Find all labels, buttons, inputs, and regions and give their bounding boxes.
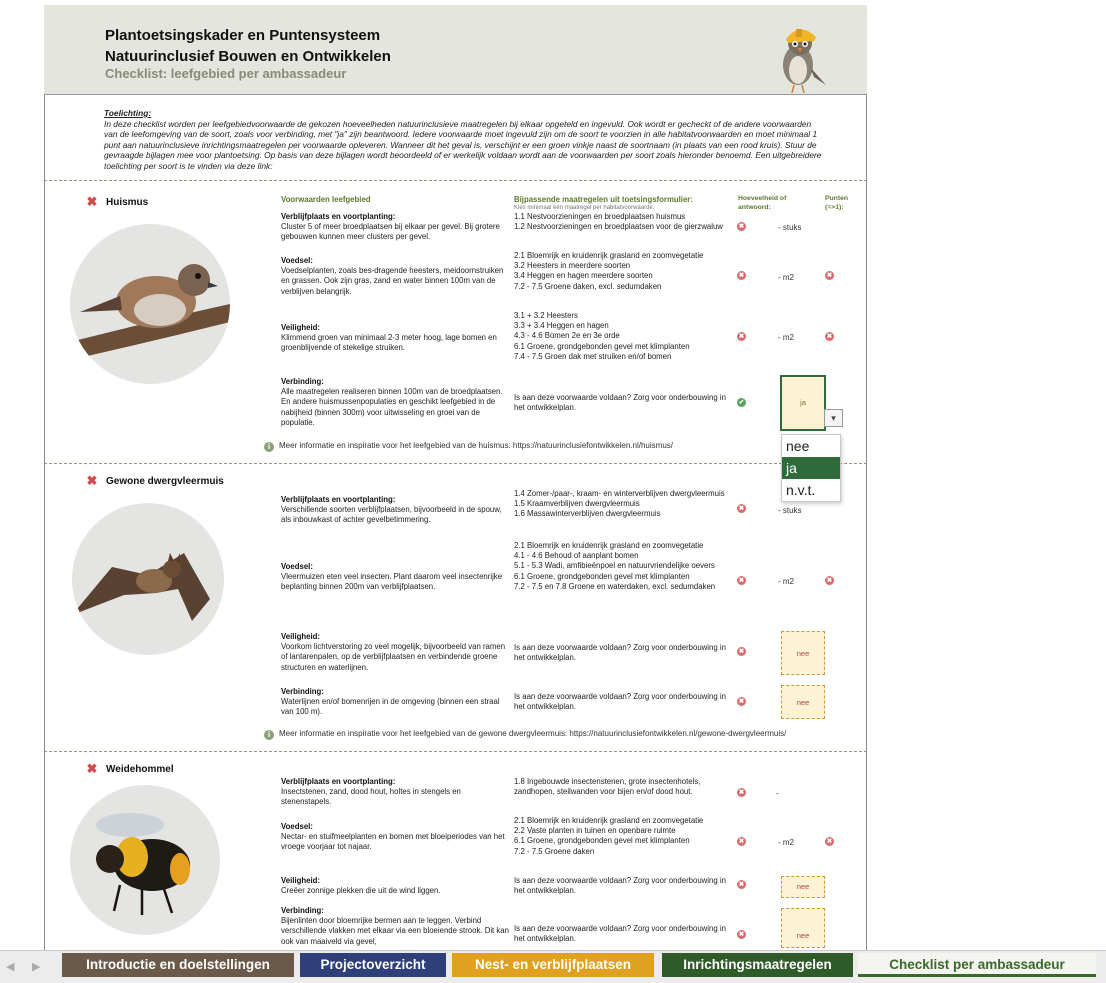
condition-title: Voedsel: (281, 562, 313, 571)
tab-introductie[interactable]: Introductie en doelstellingen (62, 953, 294, 977)
status-cross-icon: ✖ (738, 698, 745, 705)
status-cross-icon: ✖ (738, 931, 745, 938)
condition-title: Veiligheid: (281, 876, 320, 885)
condition-text: Insectstenen, zand, dood hout, holtes in stengels en stenenstapels. (281, 787, 461, 807)
status-cross-icon: ✖ (738, 333, 745, 340)
measures-veiligheid: Is aan deze voorwaarde voldaan? Zorg voor onderbouwing in het ontwikkelplan. (514, 643, 726, 663)
col-header-measures-sub: Kies minimaal één maatregel per habitatvoorwaarde. (514, 205, 655, 211)
condition-text: Alle maatregelen realiseren binnen 100m van de broedplaatsen. En andere huismussenpopulaties en geschikt leefgebied in de nabijheid (binnen 300m) voor uitwisseling en groei van de populatie. (281, 387, 503, 427)
condition-text: Vleermuizen eten veel insecten. Plant daarom veel insectenrijke beplanting binnen 200m van verblijfplaatsen. (281, 572, 503, 592)
answer-cell[interactable]: nee (781, 876, 825, 898)
status-cross-icon: ✖ (738, 223, 745, 230)
info-link-huismus[interactable] (264, 441, 673, 452)
condition-verbinding (281, 906, 509, 948)
status-cross-icon: ✖ (738, 648, 745, 655)
condition-voedsel (281, 822, 509, 853)
info-icon: i (264, 730, 274, 740)
tab-projectoverzicht[interactable]: Projectoverzicht (300, 953, 446, 977)
points-cross-icon: ✖ (826, 577, 833, 584)
intro-text (104, 108, 824, 171)
condition-text: Nectar- en stuifmeelplanten en bomen met bloeiperiodes van het vroege voorjaar tot najaar. (281, 832, 505, 852)
species-name-dwergvleermuis: Gewone dwergvleermuis (106, 476, 224, 487)
condition-verbinding (281, 687, 509, 718)
status-cross-icon: ✖ (738, 577, 745, 584)
dropdown-option-nvt[interactable]: n.v.t. (786, 482, 816, 498)
points-cross-icon: ✖ (826, 272, 833, 279)
condition-verblijfplaats (281, 212, 509, 243)
status-check-icon: ✔ (738, 399, 745, 406)
dropdown-option-ja[interactable]: ja (782, 457, 840, 479)
condition-title: Voedsel: (281, 822, 313, 831)
sparrow-mascot-icon (760, 15, 840, 95)
condition-voedsel (281, 256, 509, 297)
condition-title: Verbinding: (281, 687, 324, 696)
col-header-measures: Bijpassende maatregelen uit toetsingsformulier: (514, 195, 693, 204)
points-cross-icon: ✖ (826, 333, 833, 340)
intro-body: In deze checklist worden per leefgebiedvoorwaarde de gekozen hoeveelheden natuurinclusieve maatregelen bij elkaar opgeteld en ingevuld. Ook wordt er gecheckt of de andere voorwaarden van de leefomgeving van de soort, zoals voor verbinding, met "ja" zijn beantwoord. Iedere voorwaarde moet ingevuld zijn om de soort te voorzien in alle habitatvoorwaarden en moet minimaal 1 punt aan natuurinclusieve inrichtingsmaatregelen per voorwaarde opleveren. Wanneer dit het geval is, verschijnt er een groen vinkje naast de soortnaam (in plaats van een rood kruis). Stuur de gevraagde bijlagen mee voor plantoetsing. Op basis van deze bijlagen wordt beoordeeld of er werkelijk voldaan wordt aan de voorwaarden per soort zoals hieronder benoemd. Een uitgebreidere toelichting per soort is te vinden via deze link: (104, 118, 822, 171)
measures-verblijfplaats: 1.1 Nestvoorzieningen en broedplaatsen huismus 1.2 Nestvoorzieningen en broedplaatsen voor de gierzwaluw (514, 212, 723, 232)
condition-title: Verbinding: (281, 377, 324, 386)
quantity-value[interactable]: - stuks (778, 223, 802, 232)
dropdown-arrow-button[interactable]: ▾ (824, 409, 843, 427)
answer-cell-selected[interactable]: ja (780, 375, 826, 431)
dropdown-option-nee[interactable]: nee (786, 438, 810, 454)
quantity-value[interactable]: - stuks (778, 506, 802, 515)
quantity-value[interactable]: - m2 (778, 333, 794, 342)
condition-text: Voorkom lichtverstoring zo veel mogelijk, bijvoorbeeld van ramen of lantarenpalen, op de verblijfplaatsen en verbindende groene structuren en waterlijnen. (281, 642, 506, 672)
condition-voedsel (281, 562, 509, 593)
condition-text: Verschillende soorten verblijfplaatsen, bijvoorbeeld in de spouw, als inbouwkast of achter gevelbetimmering. (281, 505, 502, 525)
section-divider (44, 180, 867, 181)
tab-inrichtingsmaatregelen[interactable]: Inrichtingsmaatregelen (662, 953, 853, 977)
status-cross-icon: ✖ (738, 838, 745, 845)
measures-verbinding: Is aan deze voorwaarde voldaan? Zorg voor onderbouwing in het ontwikkelplan. (514, 393, 726, 413)
condition-text: Waterlijnen en/of bomenrijen in de omgeving (binnen een straal van 100 m). (281, 697, 500, 717)
condition-text: Bijenlinten door bloemrijke bermen aan te leggen. Verbind verschillende vlakken met elkaar via een bloeiende strook. Dit kan ook van maaiveld via gevel, (281, 916, 509, 946)
page-header (44, 5, 867, 95)
tab-checklist-ambassadeur[interactable]: Checklist per ambassadeur (858, 953, 1096, 977)
answer-cell[interactable]: nee (781, 685, 825, 719)
tab-nest-verblijfplaatsen[interactable]: Nest- en verblijfplaatsen (452, 953, 654, 977)
condition-title: Veiligheid: (281, 323, 320, 332)
measures-voedsel: 2.1 Bloemrijk en kruidenrijk grasland en zoomvegetatie 3.2 Heesters in meerdere soorten 3.4 Heggen en hagen meerdere soorten 7.2 - 7.5 Groene daken, excl. sedumdaken (514, 251, 704, 291)
condition-veiligheid (281, 323, 509, 354)
status-cross-icon: ✖ (86, 194, 98, 209)
weidehommel-photo (70, 785, 220, 935)
info-icon: i (264, 442, 274, 452)
condition-verblijfplaats (281, 777, 509, 808)
col-header-points: Punten (=>1): (825, 195, 849, 211)
huismus-photo (70, 224, 230, 384)
quantity-value[interactable]: - m2 (778, 838, 794, 847)
dwergvleermuis-photo (72, 503, 224, 655)
header-title: Plantoetsingskader en Puntensysteem (105, 27, 381, 44)
measures-verblijfplaats: 1.4 Zomer-/paar-, kraam- en winterverblijven dwergvleermuis 1.5 Kraamverblijven dwergvleermuis 1.6 Massawinterverblijven dwergvleermuis (514, 489, 725, 519)
nav-right-icon[interactable]: ▶ (32, 961, 41, 973)
measures-voedsel: 2.1 Bloemrijk en kruidenrijk grasland en zoomvegetatie 4.1 - 4.6 Behoud of aanplant bomen 5.1 - 5.3 Wadi, amfibieënpoel en natuurvriendelijke oevers 6.1 Groene, grondgebonden gevel met klimplanten 7.2 - 7.5 en 7.8 Groene en waterdaken, excl. sedumdaken (514, 541, 716, 591)
condition-text: Voedselplanten, zoals bes-dragende heesters, meidoornstruiken en grassen. Ook zijn gras, zand en water binnen 100m van de verblijven belangrijk. (281, 266, 504, 296)
intro-label: Toelichting: (104, 108, 152, 118)
section-divider (44, 751, 867, 752)
condition-text: Klimmend groen van minimaal 2-3 meter hoog, lage bomen en groenblijvende of stekelige struiken. (281, 333, 497, 353)
status-cross-icon: ✖ (738, 881, 745, 888)
condition-veiligheid (281, 632, 509, 673)
bat-icon (72, 503, 224, 655)
col-header-conditions: Voorwaarden leefgebied (281, 195, 371, 204)
condition-title: Verblijfplaats en voortplanting: (281, 777, 396, 786)
points-cross-icon: ✖ (826, 838, 833, 845)
quantity-value[interactable]: - (776, 789, 779, 798)
measures-verbinding: Is aan deze voorwaarde voldaan? Zorg voor onderbouwing in het ontwikkelplan. (514, 924, 726, 944)
measures-veiligheid: Is aan deze voorwaarde voldaan? Zorg voor onderbouwing in het ontwikkelplan. (514, 876, 726, 896)
condition-verblijfplaats (281, 495, 509, 526)
measures-voedsel: 2.1 Bloemrijk en kruidenrijk grasland en zoomvegetatie 2.2 Vaste planten in tuinen en openbare ruimte 6.1 Groene, grondgebonden gevel met klimplanten 7.2 - 7.5 Groene daken (514, 816, 704, 856)
condition-verbinding (281, 377, 509, 428)
measures-veiligheid: 3.1 + 3.2 Heesters 3.3 + 3.4 Heggen en hagen 4.3 - 4.6 Bomen 2e en 3e orde 6.1 Groene, grondgebonden gevel met klimplanten 7.4 - 7.5 Groen dak met struiken en/of bomen (514, 311, 690, 361)
condition-text: Cluster 5 of meer broedplaatsen bij elkaar per gevel. Bij grotere gebouwen kunnen meer clusters per gevel. (281, 222, 500, 242)
quantity-value[interactable]: - m2 (778, 273, 794, 282)
status-cross-icon: ✖ (86, 473, 98, 488)
condition-veiligheid (281, 876, 509, 896)
header-title-2: Natuurinclusief Bouwen en Ontwikkelen (105, 48, 391, 65)
info-text[interactable]: Meer informatie en inspiratie voor het leefgebied van de gewone dwergvleermuis: https://natuurinclusiefontwikkelen.nl/gewone-dwergvleermuis/ (279, 729, 787, 738)
status-cross-icon: ✖ (738, 505, 745, 512)
condition-text: Creëer zonnige plekken die uit de wind liggen. (281, 886, 441, 896)
status-cross-icon: ✖ (738, 789, 745, 796)
info-text[interactable]: Meer informatie en inspiratie voor het leefgebied van de huismus: https://natuurinclusiefontwikkelen.nl/huismus/ (279, 441, 673, 450)
condition-title: Verbinding: (281, 906, 324, 915)
condition-title: Verblijfplaats en voortplanting: (281, 495, 396, 504)
species-name-weidehommel: Weidehommel (106, 764, 174, 775)
header-subtitle: Checklist: leefgebied per ambassadeur (105, 66, 347, 81)
dropdown-options (781, 434, 841, 502)
measures-verbinding: Is aan deze voorwaarde voldaan? Zorg voor onderbouwing in het ontwikkelplan. (514, 692, 726, 712)
condition-title: Veiligheid: (281, 632, 320, 641)
bumblebee-icon (70, 785, 220, 935)
section-divider (44, 463, 867, 464)
condition-title: Verblijfplaats en voortplanting: (281, 212, 396, 221)
col-header-quantity: Hoeveelheid of antwoord: (738, 195, 787, 211)
answer-cell[interactable]: nee (781, 631, 825, 675)
species-name-huismus: Huismus (106, 197, 149, 208)
answer-cell[interactable]: nee (781, 908, 825, 948)
condition-title: Voedsel: (281, 256, 313, 265)
nav-left-icon[interactable]: ◀ (6, 961, 15, 973)
quantity-value[interactable]: - m2 (778, 577, 794, 586)
status-cross-icon: ✖ (738, 272, 745, 279)
sparrow-icon (70, 224, 230, 384)
info-link-dwergvleermuis[interactable] (264, 729, 786, 740)
measures-verblijfplaats: 1.8 Ingebouwde insectenstenen, grote insectenhotels, zandhopen, steilwanden voor bijen en/of dood hout. (514, 777, 701, 797)
status-cross-icon: ✖ (86, 761, 98, 776)
